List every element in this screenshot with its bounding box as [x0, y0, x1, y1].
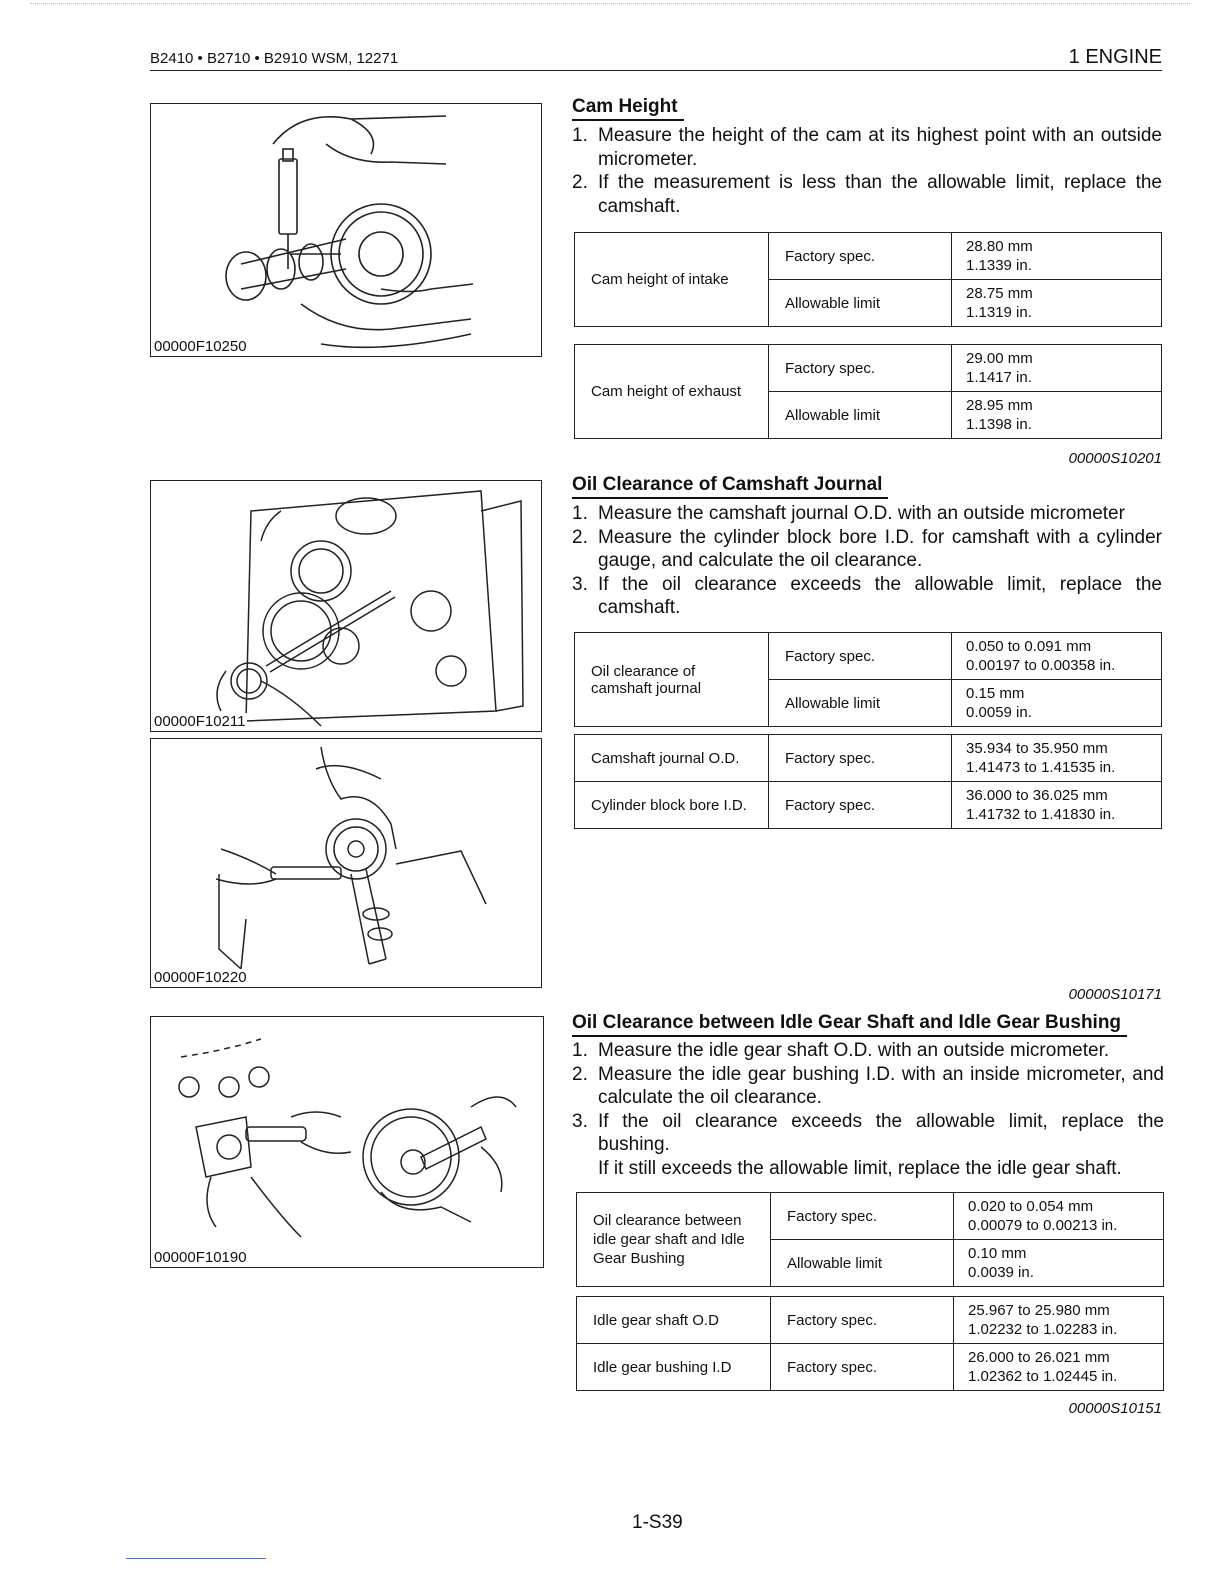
spec-value: 35.934 to 35.950 mm 1.41473 to 1.41535 in. [952, 735, 1162, 782]
cam-height-steps [572, 124, 1162, 218]
spec-type: Allowable limit [769, 680, 952, 727]
spec-label: Idle gear shaft O.D [577, 1297, 771, 1344]
spec-type: Factory spec. [769, 345, 952, 392]
reference-code: 00000S10201 [1068, 450, 1162, 467]
footer-link-line [126, 1558, 266, 1559]
spec-value: 28.75 mm 1.1319 in. [952, 280, 1162, 327]
spec-label: Cam height of exhaust [575, 345, 769, 439]
section-title-cam-height: Cam Height [572, 96, 684, 121]
spec-type: Factory spec. [771, 1297, 954, 1344]
page-number: 1-S39 [632, 1512, 683, 1533]
spec-type: Factory spec. [769, 782, 952, 829]
section-title-idle-gear: Oil Clearance between Idle Gear Shaft and Idle Gear Bushing [572, 1012, 1127, 1037]
spec-value: 0.020 to 0.054 mm 0.00079 to 0.00213 in. [954, 1193, 1164, 1240]
spec-type: Factory spec. [769, 633, 952, 680]
micrometer-cam-illustration [151, 104, 541, 356]
spec-type: Allowable limit [769, 392, 952, 439]
idle-gear-steps [572, 1039, 1164, 1180]
figure-id: 00000F10220 [154, 969, 247, 986]
spec-label: Oil clearance of camshaft journal [575, 633, 769, 727]
step-item: 1. Measure the height of the cam at its highest point with an outside micrometer. [572, 125, 1162, 170]
spec-label: Cylinder block bore I.D. [575, 782, 769, 829]
spec-value: 36.000 to 36.025 mm 1.41732 to 1.41830 in. [952, 782, 1162, 829]
scan-edge-line [30, 3, 1190, 4]
spec-value: 25.967 to 25.980 mm 1.02232 to 1.02283 in. [954, 1297, 1164, 1344]
step-item: 2. Measure the cylinder block bore I.D. for camshaft with a cylinder gauge, and calculate the oil clearance. [572, 526, 1162, 571]
camshaft-journal-micrometer-illustration [151, 739, 541, 987]
step-item: 2. Measure the idle gear bushing I.D. with an inside micrometer, and calculate the oil clearance. [572, 1063, 1164, 1108]
step-item: 2. If the measurement is less than the allowable limit, replace the camshaft. [572, 172, 1162, 217]
camshaft-journal-steps [572, 502, 1162, 620]
spec-label: Idle gear bushing I.D [577, 1344, 771, 1391]
cylinder-gauge-block-illustration [151, 481, 541, 731]
reference-code: 00000S10151 [1068, 1400, 1162, 1417]
spec-value: 29.00 mm 1.1417 in. [952, 345, 1162, 392]
header-section-title: 1 ENGINE [1068, 46, 1162, 68]
spec-table-cam-exhaust [574, 344, 1162, 439]
step-item: 3. If the oil clearance exceeds the allowable limit, replace the bushing. [572, 1110, 1164, 1155]
spec-type: Factory spec. [771, 1344, 954, 1391]
figure-id: 00000F10250 [154, 338, 247, 355]
spec-table-camshaft-sizes [574, 734, 1162, 829]
step-item: 1. Measure the idle gear shaft O.D. with an outside micrometer. [572, 1040, 1110, 1061]
spec-type: Factory spec. [769, 233, 952, 280]
spec-type: Allowable limit [769, 280, 952, 327]
spec-label: Oil clearance between idle gear shaft and Idle Gear Bushing [577, 1193, 771, 1287]
reference-code: 00000S10171 [1068, 986, 1162, 1003]
section-title-camshaft-journal: Oil Clearance of Camshaft Journal [572, 474, 888, 499]
spec-table-idle-gear-clearance [576, 1192, 1164, 1287]
header-rule [150, 70, 1162, 71]
figure-id: 00000F10211 [154, 713, 246, 730]
figure-camshaft-journal [150, 738, 542, 988]
figure-cam-height-measurement [150, 103, 542, 357]
spec-value: 28.95 mm 1.1398 in. [952, 392, 1162, 439]
spec-label: Cam height of intake [575, 233, 769, 327]
spec-type: Allowable limit [771, 1240, 954, 1287]
spec-type: Factory spec. [771, 1193, 954, 1240]
figure-idle-gear [150, 1016, 544, 1268]
spec-value: 0.050 to 0.091 mm 0.00197 to 0.00358 in. [952, 633, 1162, 680]
figure-cylinder-block-bore [150, 480, 542, 732]
spec-value: 28.80 mm 1.1339 in. [952, 233, 1162, 280]
figure-id: 00000F10190 [154, 1249, 247, 1266]
spec-table-idle-gear-sizes [576, 1296, 1164, 1391]
spec-table-cam-intake [574, 232, 1162, 327]
spec-label: Camshaft journal O.D. [575, 735, 769, 782]
spec-value: 0.10 mm 0.0039 in. [954, 1240, 1164, 1287]
idle-gear-shaft-illustration [151, 1017, 543, 1267]
spec-type: Factory spec. [769, 735, 952, 782]
spec-value: 0.15 mm 0.0059 in. [952, 680, 1162, 727]
header-manual-title: B2410 • B2710 • B2910 WSM, 12271 [150, 50, 399, 67]
step-item: 3. If the oil clearance exceeds the allowable limit, replace the camshaft. [572, 573, 1162, 618]
step-item: 1. Measure the camshaft journal O.D. with an outside micrometer [572, 503, 1125, 524]
spec-value: 26.000 to 26.021 mm 1.02362 to 1.02445 in. [954, 1344, 1164, 1391]
step-item: If it still exceeds the allowable limit, replace the idle gear shaft. [598, 1157, 1122, 1179]
spec-table-camshaft-clearance [574, 632, 1162, 727]
